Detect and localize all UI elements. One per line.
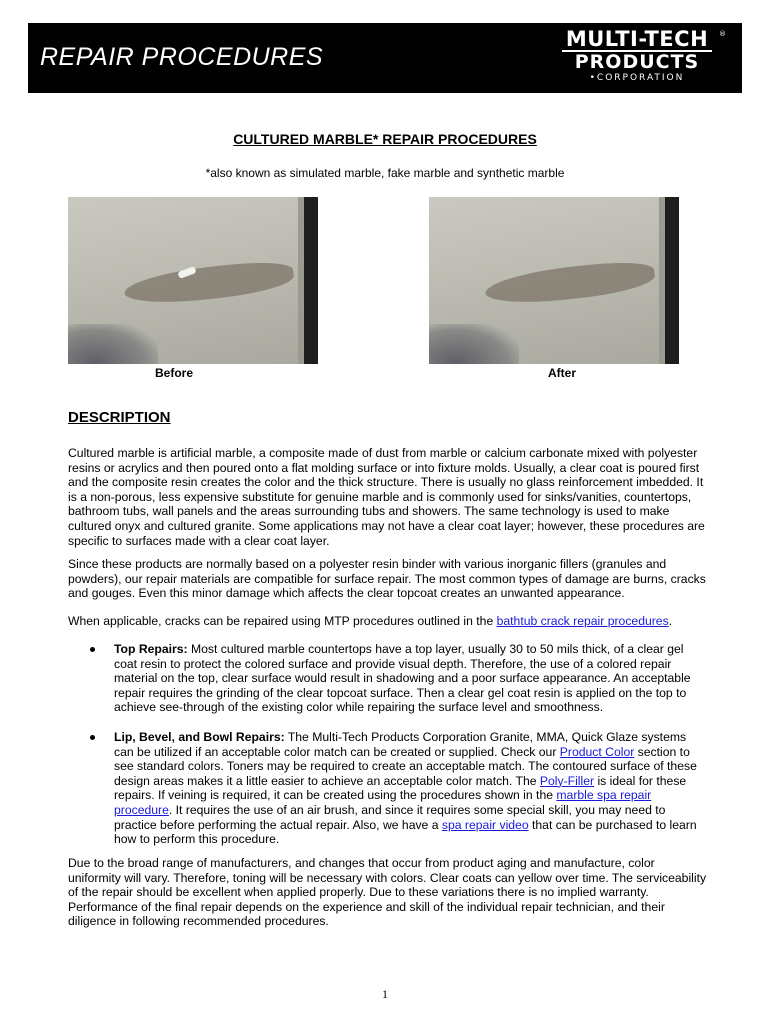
bullet-text-1: The Multi-Tech Products Corporation Granite, MMA, Quick Glaze systems can be utilized if an acceptable color match can be created or supplied. Check our xyxy=(114,730,687,759)
crack-band xyxy=(123,258,295,308)
list-item xyxy=(68,730,708,847)
photo-shadow xyxy=(68,324,158,364)
paragraph-4-text: Due to the broad range of manufacturers, and changes that occur from product aging and manufacture, color uniformity will vary. Therefore, toning will be necessary with colors. Clear coats can yellow over time. The serviceability of the repair should be excellent when applied properly. Due to these variations there is no implied warranty. Performance of the final repair depends on the experience and skill of the individual repair technician, and their diligence in following recommended procedures. xyxy=(68,856,707,929)
list-item xyxy=(68,642,708,715)
bathtub-crack-link[interactable]: bathtub crack repair procedures xyxy=(496,614,669,628)
registered-mark: ® xyxy=(719,30,726,38)
bullet-text-3: is ideal for these repairs. If veining is required, it can be created using the procedures shown in the xyxy=(114,773,687,803)
paragraph-3 xyxy=(68,614,708,629)
header-banner xyxy=(28,23,742,93)
bullet-list-top-repairs xyxy=(68,642,708,715)
spa-repair-video-link[interactable]: spa repair video xyxy=(441,817,529,832)
paragraph-1-text: Cultured marble is artificial marble, a composite made of dust from marble or calcium carbonate mixed with polyester resins or acrylics and then poured onto a flat molding surface or into fixture molds. Usually, a clear coat is poured first and the composite resin creates the color and the thick structure. There is usually no glass reinforcement imbedded. It is a non-porous, less expensive substitute for genuine marble and is commonly used for sinks/vanities, countertops, bathroom tubs, wall panels and the areas surrounding tubs and showers. The same technology is used to make cultured onyx and cultured granite. Some applications may not have a clear coat layer; however, these procedures are specific to surfaces made with a clear coat layer. xyxy=(68,446,705,548)
after-photo xyxy=(429,197,679,364)
bullet-text: Most cultured marble countertops have a top layer, usually 30 to 50 mils thick, of a clear gel coat resin to protect the colored surface and provide visual depth. Therefore, the use of a colored repair material on the top, clear surface would result in shadowing and a poor surface appearance. An acceptable repair requires the grinding of the clear topcoat surface. Then a clear gel coat resin is applied on the top to achieve see-through of the existing color while repairing the surface level and smoothness. xyxy=(114,642,691,715)
p3-text-before: When applicable, cracks can be repaired using MTP procedures outlined in the xyxy=(68,614,497,628)
bullet-text-5: that can be purchased to learn how to perform this procedure. xyxy=(114,817,697,847)
document-subtitle: *also known as simulated marble, fake marble and synthetic marble xyxy=(205,166,565,180)
bullet-icon xyxy=(90,735,95,740)
bullet-list-lip-repairs xyxy=(68,730,708,847)
crack-band xyxy=(484,258,656,308)
before-caption: Before xyxy=(155,366,194,380)
logo-line2: PRODUCTS xyxy=(574,51,700,73)
bullet-label: Top Repairs: xyxy=(114,642,188,656)
bullet-text-2: section to see standard colors. Toners may be required to create an acceptable match. The contoured surface of these design areas makes it a little easier to achieve an acceptable color match. The xyxy=(114,744,697,788)
bullet-icon xyxy=(90,647,95,652)
document-title: CULTURED MARBLE* REPAIR PROCEDURES xyxy=(233,131,537,147)
before-photo xyxy=(68,197,318,364)
photo-edge-dark xyxy=(304,197,318,364)
poly-filler-link[interactable]: Poly-Filler xyxy=(539,773,595,788)
logo-line1: MULTI-TECH xyxy=(562,28,712,52)
marble-spa-repair-link[interactable]: marble spa repair procedure xyxy=(114,788,652,817)
paragraph-2 xyxy=(68,557,708,601)
photo-edge-dark xyxy=(665,197,679,364)
bullet-text-4: . It requires the use of an air brush, and since it requires some special skill, you may need to practice before performing the actual repair. Also, we have a xyxy=(114,802,666,832)
paragraph-2-text: Since these products are normally based on a polyester resin binder with various inorganic fillers (granules and powders), our repair materials are compatible for surface repair. The most common types of damage are burns, cracks and gouges. Even this minor damage which affects the clear topcoat creates an unwanted appearance. xyxy=(68,557,706,601)
photo-shadow xyxy=(429,324,519,364)
description-heading: DESCRIPTION xyxy=(68,409,171,426)
logo-line3: •CORPORATION xyxy=(589,73,685,83)
paragraph-1 xyxy=(68,446,708,548)
paragraph-3-text xyxy=(68,614,708,629)
bullet-label: Lip, Bevel, and Bowl Repairs: xyxy=(114,730,285,744)
paragraph-4 xyxy=(68,856,708,929)
header-title: REPAIR PROCEDURES xyxy=(40,43,324,71)
product-color-link[interactable]: Product Color xyxy=(559,744,635,759)
page-number: 1 xyxy=(382,987,388,1001)
p3-text-after: . xyxy=(668,614,673,628)
company-logo xyxy=(548,28,726,88)
after-caption: After xyxy=(548,366,577,380)
